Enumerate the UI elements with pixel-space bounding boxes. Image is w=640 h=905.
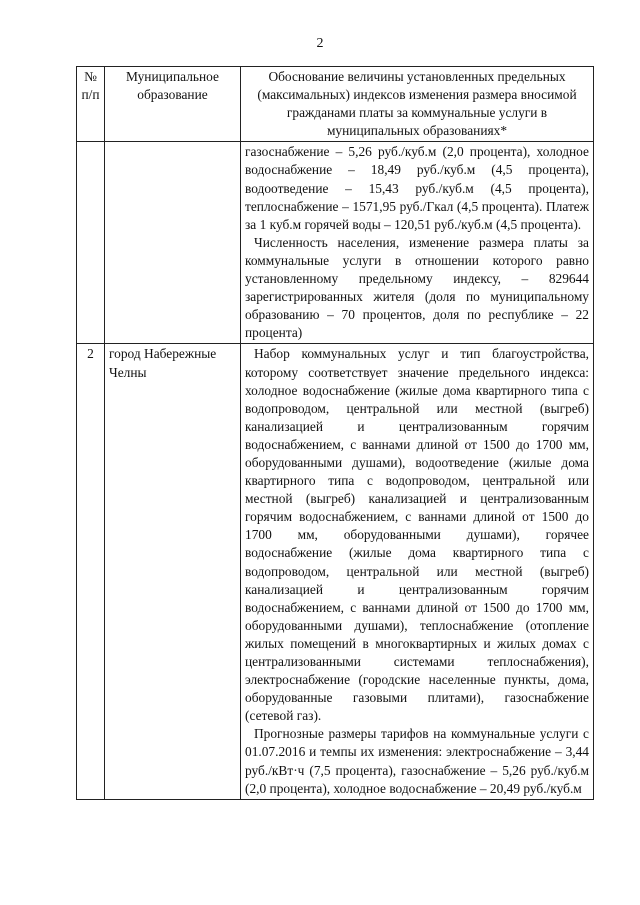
header-municipality: Муниципальное образование bbox=[105, 67, 241, 142]
header-justification: Обоснование величины установленных предельных (максимальных) индексов изменения размера вносимой гражданами платы за коммунальные услуги в муниципальных образованиях* bbox=[241, 67, 594, 142]
header-num: № п/п bbox=[77, 67, 105, 142]
row-num bbox=[77, 142, 105, 344]
row-num: 2 bbox=[77, 344, 105, 799]
row-municipality: город Набережные Челны bbox=[105, 344, 241, 799]
row-justification bbox=[241, 344, 594, 799]
justification-paragraph: газоснабжение – 5,26 руб./куб.м (2,0 процента), холодное водоснабжение – 18,49 руб./куб.м (4,5 процента), водоотведение – 15,43 руб./куб.м (4,5 процента), теплоснабжение – 1571,95 руб./Гкал (4,5 процента). Платеж за 1 куб.м горячей воды – 120,51 руб./куб.м (4,5 процента). bbox=[245, 144, 589, 232]
table-row bbox=[77, 344, 594, 799]
row-municipality bbox=[105, 142, 241, 344]
row-justification bbox=[241, 142, 594, 344]
table-row bbox=[77, 142, 594, 344]
justification-paragraph: Набор коммунальных услуг и тип благоустройства, которому соответствует значение предельного индекса: холодное водоснабжение (жилые дома квартирного типа с водопроводом, центральной или местной (выгреб) канализацией и централизованным горячим водоснабжением, с ваннами длиной от 1500 до 1700 мм, оборудованными душами), водоотведение (жилые дома квартирного типа с водопроводом, центральной или местной (выгреб) канализацией и централизованным горячим водоснабжением, с ваннами длиной от 1500 до 1700 мм, оборудованными душами), горячее водоснабжение (жилые дома квартирного типа с водопроводом, центральной или местной (выгреб) канализацией и централизованным горячим водоснабжением, с ваннами длиной от 1500 до 1700 мм, оборудованными душами), теплоснабжение (отопление жилых помещений в многоквартирных и жилых домах с централизованными системами теплоснабжения), электроснабжение (городские населенные пункты, дома, оборудованные газовыми плитами), газоснабжение (сетевой газ). bbox=[245, 346, 589, 724]
justification-paragraph: Численность населения, изменение размера платы за коммунальные услуги в отношении которого равно установленному предельному индексу, – 829644 зарегистрированных жителя (доля по муниципальному образованию – 70 процентов, доля по республике – 22 процента) bbox=[245, 234, 589, 341]
justification-paragraph: Прогнозные размеры тарифов на коммунальные услуги с 01.07.2016 и темпы их изменения: электроснабжение – 3,44 руб./кВт·ч (7,5 процента), газоснабжение – 5,26 руб./куб.м (2,0 процента), холодное водоснабжение – 20,49 руб./куб.м bbox=[245, 726, 589, 796]
page-number: 2 bbox=[316, 36, 324, 51]
table-header-row bbox=[77, 67, 594, 142]
indices-table bbox=[76, 66, 594, 800]
